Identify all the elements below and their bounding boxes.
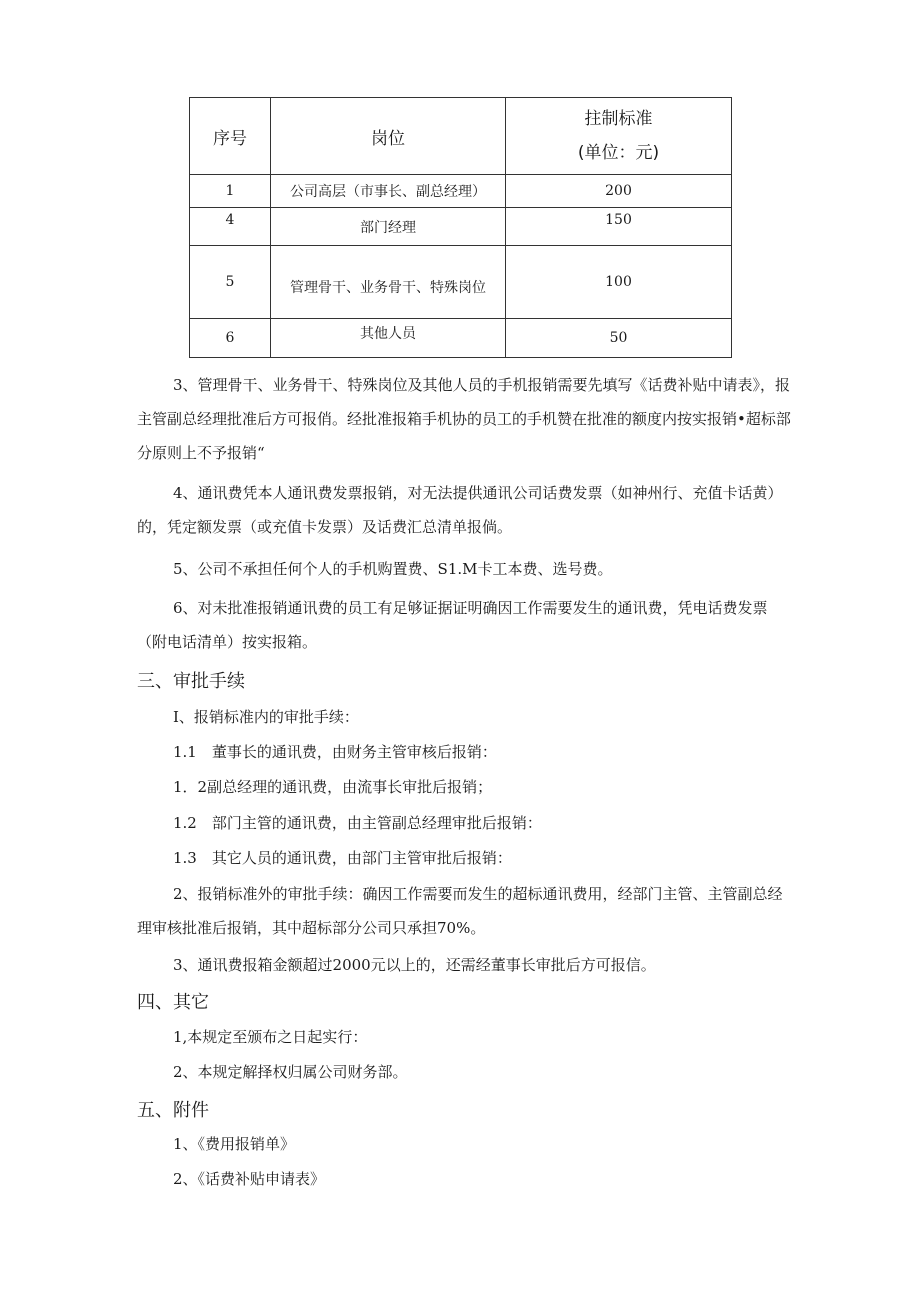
attachment-item: 2、《话费补贴申请表》 — [173, 1170, 326, 1188]
table-header-row — [190, 98, 732, 175]
other-item: 1,本规定至颁布之日起实行： — [173, 1028, 368, 1046]
table-row — [190, 319, 732, 358]
table-row — [190, 208, 732, 246]
row-amount: 50 — [506, 319, 732, 358]
header-seq: 序号 — [190, 98, 271, 175]
table-row — [190, 246, 732, 319]
paragraph-item-6: 6、对未批准报销通讯费的员工有足够证据证明确因工作需要发生的通讯费，凭电话费发票（附电话清单）按实报箱。 — [137, 599, 768, 651]
row-post: 公司高层（市事长、副总经理） — [271, 175, 506, 208]
row-post: 其他人员 — [271, 319, 506, 358]
row-seq: 6 — [190, 319, 271, 358]
approval-item: 3、通讯费报箱金额超过2000元以上的，还需经董事长审批后方可报信。 — [173, 956, 656, 974]
paragraph-item-5: 5、公司不承担任何个人的手机购置费、S1.M卡工本费、选号费。 — [173, 560, 613, 578]
reimbursement-standard-table — [189, 97, 732, 358]
other-item: 2、本规定解择权归属公司财务部。 — [173, 1063, 408, 1081]
approval-item: 1.3 其它人员的通讯费，由部门主管审批后报销： — [173, 849, 512, 867]
attachment-item: 1、《费用报销单》 — [173, 1135, 296, 1153]
approval-item: 1.1 董事长的通讯费，由财务主管审核后报销： — [173, 743, 497, 761]
approval-item: 2、报销标准外的审批手续：确因工作需要而发生的超标通讯费用，经部门主管、主管副总经理审核批准后报销，其中超标部分公司只承担70%。 — [137, 885, 783, 937]
section-heading-attachments: 五、附件 — [137, 1100, 209, 1121]
approval-item: I、报销标准内的审批手续： — [173, 708, 359, 726]
header-standard-line2: (单位：元) — [577, 143, 660, 163]
row-seq: 4 — [190, 208, 271, 246]
header-standard-line1: 拄制标准 — [584, 109, 653, 129]
section-heading-approval: 三、审批手续 — [137, 671, 245, 692]
row-amount: 100 — [506, 246, 732, 319]
row-post: 部门经理 — [271, 208, 506, 246]
approval-item: 1．2副总经理的通讯费，由流事长审批后报销； — [173, 778, 493, 796]
row-post: 管理骨干、业务骨干、特殊岗位 — [271, 246, 506, 319]
paragraph-item-4: 4、通讯费凭本人通讯费发票报销，对无法提供通讯公司话费发票（如神州行、充值卡话黄）的，凭定额发票（或充值卡发票）及话费汇总清单报倘。 — [137, 484, 783, 536]
table-row — [190, 175, 732, 208]
row-amount: 200 — [506, 175, 732, 208]
section-heading-other: 四、其它 — [137, 992, 209, 1013]
approval-item: 1.2 部门主管的通讯费，由主管副总经理审批后报销： — [173, 814, 542, 832]
row-amount: 150 — [506, 208, 732, 246]
row-seq: 1 — [190, 175, 271, 208]
header-post: 岗位 — [271, 98, 506, 175]
row-seq: 5 — [190, 246, 271, 319]
paragraph-item-3: 3、管理骨干、业务骨干、特殊岗位及其他人员的手机报销需要先填写《话费补贴中请表》，报主管副总经理批准后方可报俏。经批准报箱手机协的员工的手机赞在批准的额度内按实报销•超标部分原则上不予报销“ — [137, 376, 791, 462]
header-standard — [506, 98, 732, 175]
